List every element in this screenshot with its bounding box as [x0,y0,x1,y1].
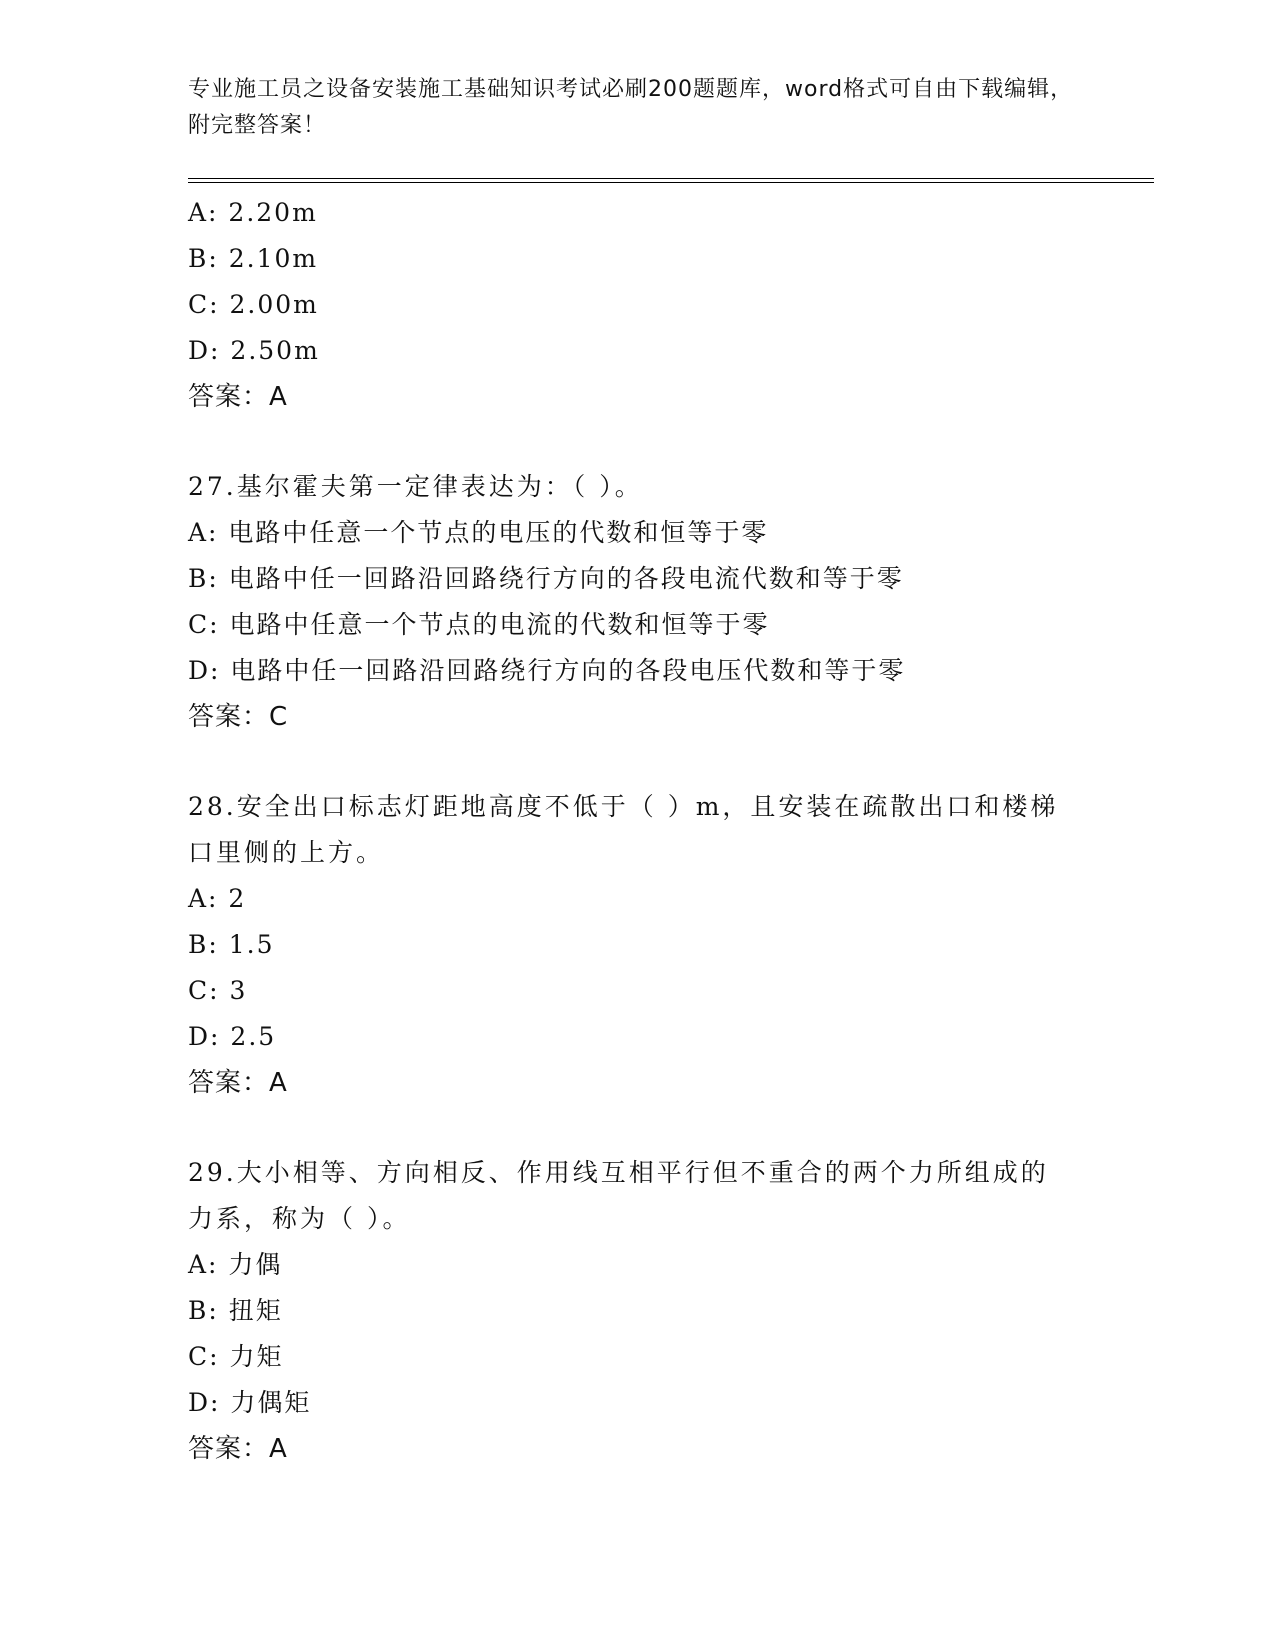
answer-line: 答案：A [188,382,288,412]
option-d: D: 电路中任一回路沿回路绕行方向的各段电压代数和等于零 [188,656,906,685]
question-list [188,190,1088,1472]
answer-line: 答案：A [188,1434,288,1464]
option-d: D: 2.50m [188,336,320,365]
option-a: A: 2 [188,884,247,913]
question-text: 27.基尔霍夫第一定律表达为：（ ）。 [188,472,643,501]
option-c: C: 2.00m [188,290,319,319]
option-b: B: 扭矩 [188,1296,283,1325]
question-block-previous [188,190,1088,420]
option-a: A: 电路中任意一个节点的电压的代数和恒等于零 [188,518,769,547]
option-b: B: 2.10m [188,244,319,273]
question-text: 29.大小相等、方向相反、作用线互相平行但不重合的两个力所组成的力系，称为（ ）。 [188,1158,1049,1233]
header-divider-bottom [188,182,1154,183]
option-b: B: 1.5 [188,930,275,959]
document-header: 专业施工员之设备安装施工基础知识考试必刷200题题库，word格式可自由下载编辑，附完整答案！ [188,77,1074,138]
option-c: C: 电路中任意一个节点的电流的代数和恒等于零 [188,610,770,639]
answer-line: 答案：A [188,1068,288,1098]
option-b: B: 电路中任一回路沿回路绕行方向的各段电流代数和等于零 [188,564,904,593]
question-28 [188,784,1088,1106]
option-d: D: 力偶矩 [188,1388,312,1417]
option-d: D: 2.5 [188,1022,277,1051]
answer-line: 答案：C [188,702,289,732]
option-a: A: 2.20m [188,198,318,227]
header-divider-top [188,178,1154,179]
option-c: C: 力矩 [188,1342,284,1371]
question-27 [188,464,1088,740]
question-29 [188,1150,1088,1472]
option-a: A: 力偶 [188,1250,283,1279]
option-c: C: 3 [188,976,248,1005]
question-text: 28.安全出口标志灯距地高度不低于（ ）m，且安装在疏散出口和楼梯口里侧的上方。 [188,792,1059,867]
